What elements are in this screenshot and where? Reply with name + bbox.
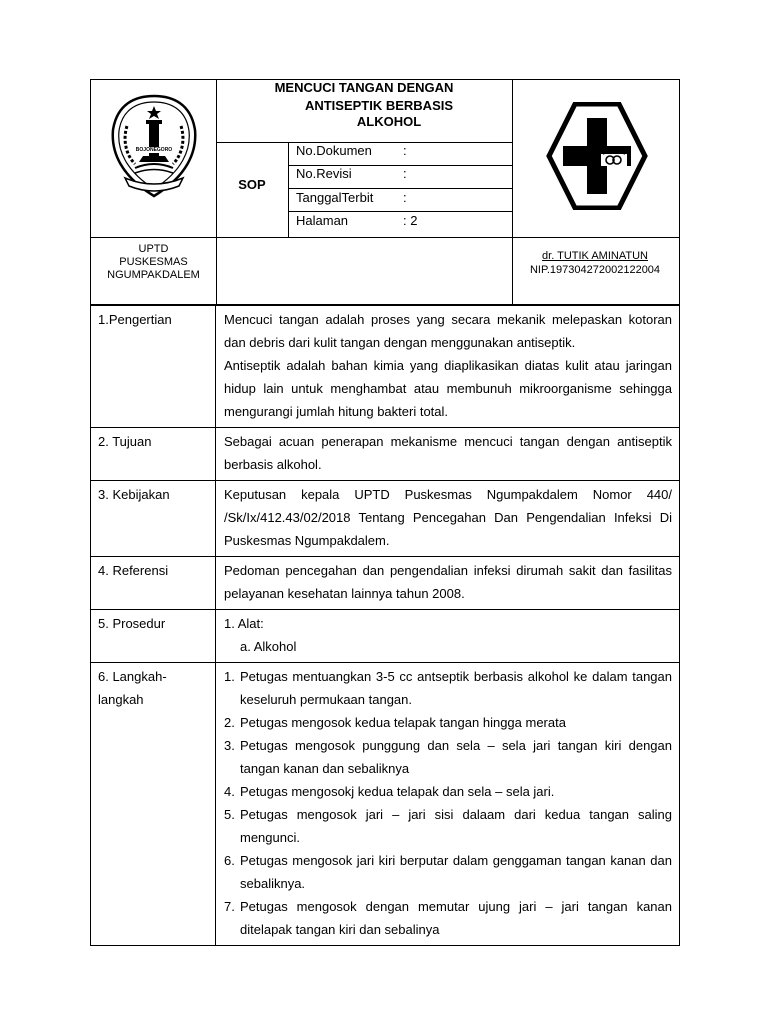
- org-name-line-1: UPTD: [138, 243, 169, 255]
- row-langkah: [91, 662, 679, 945]
- step-text: Petugas mengosok jari – jari sisi dalaam dari kedua tangan saling mengunci.: [240, 807, 672, 845]
- header-table: [90, 79, 680, 305]
- row-kebijakan: [91, 480, 679, 556]
- step-text: Petugas mengosok jari kiri berputar dalam genggaman tangan kanan dan sebaliknya.: [240, 853, 672, 891]
- org-name-line-2: PUSKESMAS: [119, 256, 188, 268]
- row-pengertian: [91, 305, 679, 427]
- section-label: [91, 663, 216, 945]
- sop-title-line-2: ANTISEPTIK BERBASIS: [304, 98, 454, 113]
- kabupaten-crest-icon: [105, 90, 203, 202]
- step-number: 4.: [224, 784, 235, 799]
- step-number: 2.: [224, 715, 235, 730]
- sop-title-line-1: MENCUCI TANGAN DENGAN: [274, 80, 454, 95]
- puskesmas-logo: [545, 102, 649, 210]
- list-item: [224, 734, 672, 780]
- section-content: Keputusan kepala UPTD Puskesmas Ngumpakdalem Nomor 440/ /Sk/Ix/412.43/02/2018 Tentang Pencegahan Dan Pengendalian Infeksi Di Puskesmas Ngumpakdalem.: [224, 487, 672, 548]
- divider: [91, 237, 679, 238]
- sop-title-line-3: ALKOHOL: [356, 114, 422, 129]
- pengertian-paragraph-1: Mencuci tangan adalah proses yang secara mekanik melepaskan kotoran dan debris dari kulit tangan dengan menggunakan antiseptik.: [224, 312, 672, 350]
- doc-field-label: TanggalTerbit: [296, 190, 374, 205]
- row-prosedur: [91, 609, 679, 662]
- step-number: 7.: [224, 899, 235, 914]
- prosedur-line-1: 1. Alat:: [224, 616, 264, 631]
- pengertian-paragraph-2: Antiseptik adalah bahan kimia yang diaplikasikan diatas kulit atau jaringan hidup lain untuk menghambat atau membunuh mikroorganisme sehingga mengurangi jumlah hitung bakteri total.: [224, 358, 672, 419]
- section-content: [216, 306, 679, 427]
- section-label: 5. Prosedur: [91, 610, 216, 662]
- doc-field-label: Halaman: [296, 213, 349, 228]
- doc-field-value: :: [403, 190, 407, 205]
- list-item: [224, 780, 672, 803]
- doc-field-value: : 2: [403, 213, 418, 228]
- step-number: 3.: [224, 738, 235, 753]
- langkah-label-line-2: langkah: [98, 692, 144, 707]
- kabupaten-logo: [105, 90, 203, 202]
- puskesmas-logo-icon: [545, 102, 649, 210]
- prosedur-line-2: a. Alkohol: [240, 639, 297, 654]
- signer-nip: NIP.197304272002122004: [529, 264, 661, 276]
- step-number: 5.: [224, 807, 235, 822]
- crest-text: BOJONEGORO: [133, 147, 175, 153]
- row-tujuan: [91, 427, 679, 480]
- sop-body-table: [90, 305, 680, 946]
- doc-field-value: :: [403, 143, 407, 158]
- divider: [288, 188, 512, 189]
- step-number: 1.: [224, 669, 235, 684]
- section-label: 3. Kebijakan: [91, 481, 216, 556]
- list-item: [224, 665, 672, 711]
- step-text: Petugas mengosok punggung dan sela – sela jari tangan kiri dengan tangan kanan dan sebaliknya: [240, 738, 672, 776]
- row-referensi: [91, 556, 679, 609]
- langkah-steps: [224, 665, 672, 941]
- section-content: Pedoman pencegahan dan pengendalian infeksi dirumah sakit dan fasilitas pelayanan kesehatan lainnya tahun 2008.: [224, 563, 672, 601]
- list-item: [224, 849, 672, 895]
- sop-label: SOP: [238, 177, 266, 192]
- step-number: 6.: [224, 853, 235, 868]
- doc-field-value: :: [403, 166, 407, 181]
- signer-name: dr. TUTIK AMINATUN: [542, 250, 648, 262]
- list-item: [224, 711, 672, 734]
- doc-field-label: No.Revisi: [296, 166, 352, 181]
- step-text: Petugas mengosok dengan memutar ujung jari – jari tangan kanan ditelapak tangan kiri dan sebalinya: [240, 899, 672, 937]
- section-content: [216, 610, 679, 662]
- step-text: Petugas mentuangkan 3-5 cc antseptik berbasis alkohol ke dalam tangan keseluruh permukaan tangan.: [240, 669, 672, 707]
- step-text: Petugas mengosokj kedua telapak dan sela – sela jari.: [240, 784, 555, 799]
- section-label: 4. Referensi: [91, 557, 216, 609]
- section-content: Sebagai acuan penerapan mekanisme mencuci tangan dengan antiseptik berbasis alkohol.: [224, 434, 672, 472]
- org-name-line-3: NGUMPAKDALEM: [107, 269, 200, 281]
- list-item: [224, 803, 672, 849]
- divider: [288, 142, 289, 237]
- langkah-label-line-1: 6. Langkah-: [98, 669, 167, 684]
- section-label: 2. Tujuan: [91, 428, 216, 480]
- divider: [288, 211, 512, 212]
- step-text: Petugas mengosok kedua telapak tangan hingga merata: [240, 715, 566, 730]
- doc-field-label: No.Dokumen: [296, 143, 372, 158]
- section-content: [216, 663, 679, 945]
- list-item: [224, 895, 672, 941]
- section-label: 1.Pengertian: [91, 306, 216, 427]
